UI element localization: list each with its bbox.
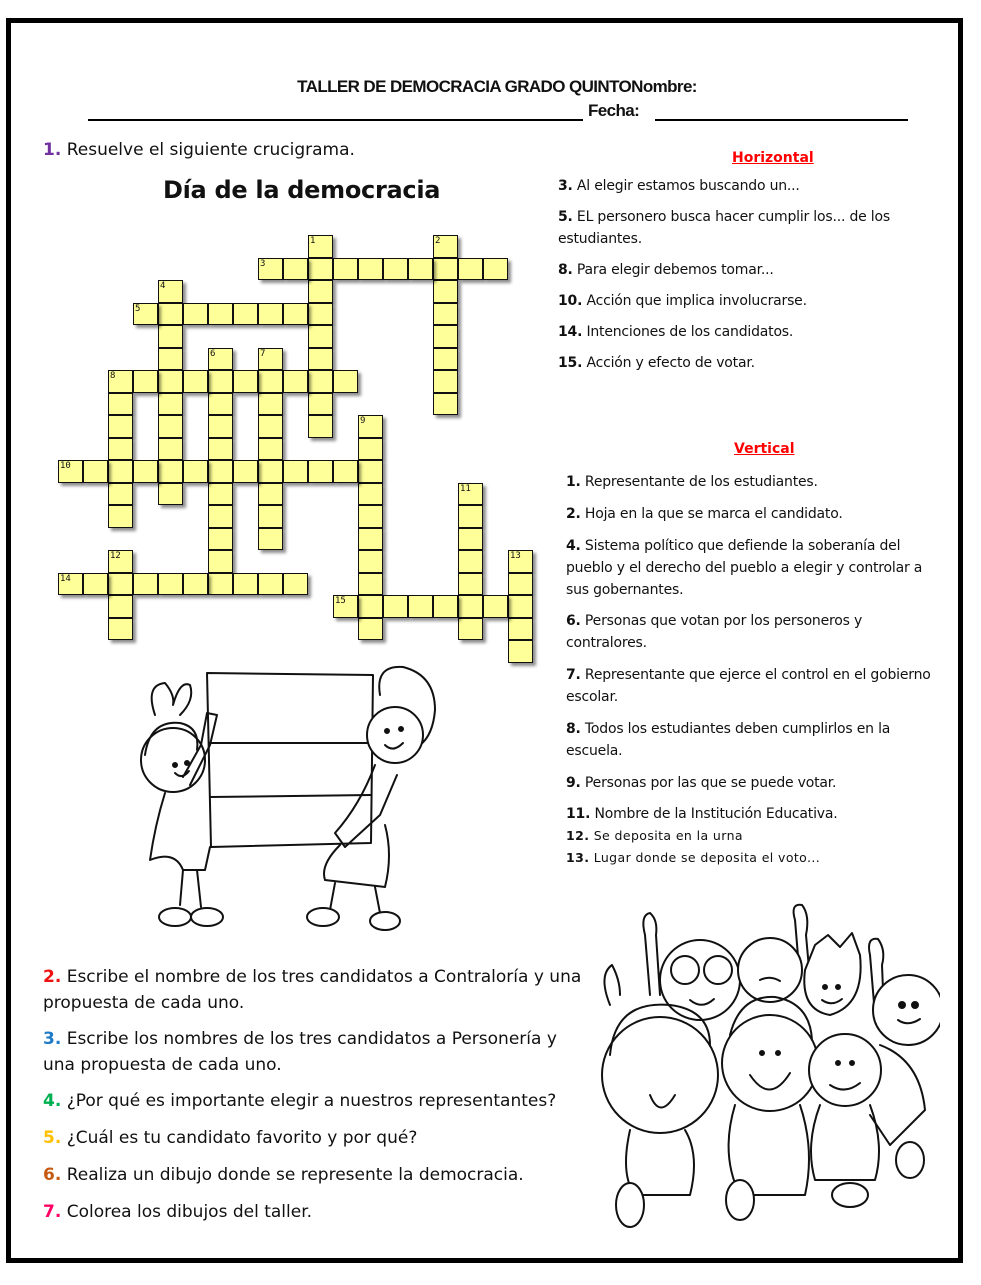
- crossword-cell[interactable]: [258, 460, 283, 483]
- clue-text: Se deposita en la urna: [589, 828, 743, 843]
- instruction-text: Resuelve el siguiente crucigrama.: [66, 140, 355, 160]
- crossword-cell[interactable]: [458, 618, 483, 641]
- instruction-1: [43, 137, 355, 163]
- crossword-cell[interactable]: [83, 460, 108, 483]
- crossword-cell[interactable]: [358, 415, 383, 438]
- crossword-cell[interactable]: [508, 618, 533, 641]
- question-text: Realiza un dibujo donde se represente la democracia.: [61, 1165, 524, 1185]
- crossword-cell[interactable]: [333, 258, 358, 281]
- vertical-clue: [566, 471, 936, 493]
- clue-text: Representante de los estudiantes.: [580, 474, 818, 490]
- crossword-cell[interactable]: [308, 235, 333, 258]
- question-text: Colorea los dibujos del taller.: [61, 1202, 313, 1222]
- crossword-cell[interactable]: [258, 258, 283, 281]
- clue-number: 11: [460, 483, 471, 494]
- date-label: Fecha:: [588, 101, 640, 120]
- crossword-cell[interactable]: [108, 438, 133, 461]
- crossword-cell[interactable]: [283, 460, 308, 483]
- crossword-cell[interactable]: [433, 303, 458, 326]
- clue-number: 14: [60, 573, 71, 584]
- clue-number: 9.: [566, 775, 581, 791]
- vertical-clue: [566, 718, 936, 762]
- clue-number: 1.: [566, 474, 581, 490]
- crossword-cell[interactable]: [158, 325, 183, 348]
- question-item: [43, 1162, 588, 1188]
- crossword-cell[interactable]: [183, 573, 208, 596]
- clue-number: 3.: [558, 178, 573, 194]
- clue-text: Personas que votan por los personeros y contralores.: [566, 613, 863, 651]
- crossword-cell[interactable]: [208, 505, 233, 528]
- crossword-cell[interactable]: [158, 438, 183, 461]
- clue-number: 7.: [566, 667, 581, 683]
- clue-number: 8: [110, 371, 116, 381]
- crossword-cell[interactable]: [108, 483, 133, 506]
- crossword-cell[interactable]: [408, 595, 433, 618]
- question-number: 4.: [43, 1091, 62, 1111]
- crossword-cell[interactable]: [108, 370, 133, 393]
- crossword-cell[interactable]: [108, 550, 133, 573]
- clue-number: 13.: [566, 850, 590, 865]
- crossword-cell[interactable]: [433, 393, 458, 416]
- crossword-cell[interactable]: [458, 573, 483, 596]
- clue-text: Acción y efecto de votar.: [582, 355, 755, 371]
- clue-text: Personas por las que se puede votar.: [580, 775, 837, 791]
- clue-number: 10: [60, 461, 71, 471]
- crossword-cell[interactable]: [308, 280, 333, 303]
- question-item: [43, 1125, 588, 1151]
- crossword-cell[interactable]: [383, 258, 408, 281]
- crossword-cell[interactable]: [58, 460, 83, 483]
- crossword-cell[interactable]: [258, 483, 283, 506]
- crossword-cell[interactable]: [208, 303, 233, 326]
- vertical-clue: [566, 827, 936, 845]
- worksheet-title: TALLER DE DEMOCRACIA GRADO QUINTONombre:: [297, 77, 697, 96]
- crossword-cell[interactable]: [283, 303, 308, 326]
- clue-text: Al elegir estamos buscando un...: [572, 178, 800, 194]
- crossword-cell[interactable]: [158, 370, 183, 393]
- question-number: 5.: [43, 1128, 62, 1148]
- crossword-cell[interactable]: [133, 460, 158, 483]
- crossword-cell[interactable]: [158, 280, 183, 303]
- crossword-cell[interactable]: [58, 573, 83, 596]
- question-text: ¿Por qué es importante elegir a nuestros representantes?: [61, 1091, 557, 1111]
- crossword-cell[interactable]: [433, 258, 458, 281]
- instruction-number: 1.: [43, 140, 62, 160]
- clue-number: 8.: [566, 721, 581, 737]
- question-number: 3.: [43, 1029, 62, 1049]
- crossword-cell[interactable]: [458, 258, 483, 281]
- crossword-cell[interactable]: [433, 370, 458, 393]
- crossword-cell[interactable]: [183, 370, 208, 393]
- clue-number: 15.: [558, 355, 583, 371]
- crossword-title: Día de la democracia: [163, 176, 441, 204]
- crossword-cell[interactable]: [458, 528, 483, 551]
- clue-number: 8.: [558, 262, 573, 278]
- crossword-cell[interactable]: [308, 303, 333, 326]
- clue-number: 10.: [558, 293, 583, 309]
- crossword-cell[interactable]: [208, 483, 233, 506]
- question-number: 2.: [43, 967, 62, 987]
- clue-number: 14.: [558, 324, 583, 340]
- crossword-cell[interactable]: [208, 438, 233, 461]
- clue-text: Intenciones de los candidatos.: [582, 324, 794, 340]
- horizontal-clue: [558, 206, 928, 250]
- crossword-cell[interactable]: [158, 348, 183, 371]
- clue-number: 15: [335, 596, 346, 606]
- crossword-cell[interactable]: [283, 573, 308, 596]
- vertical-clue: [566, 803, 936, 825]
- crossword-cell[interactable]: [233, 303, 258, 326]
- crossword-cell[interactable]: [133, 370, 158, 393]
- crossword-cell[interactable]: [108, 393, 133, 416]
- question-item: [43, 1026, 588, 1078]
- crossword-cell[interactable]: [208, 370, 233, 393]
- crossword-cell[interactable]: [358, 550, 383, 573]
- crossword-cell[interactable]: [108, 505, 133, 528]
- clue-number: 11.: [566, 806, 591, 822]
- crossword-cell[interactable]: [183, 460, 208, 483]
- crossword-cell[interactable]: [358, 573, 383, 596]
- crossword-cell[interactable]: [258, 528, 283, 551]
- clue-number: 4: [160, 281, 166, 291]
- clue-number: 12.: [566, 828, 590, 843]
- crossword-cell[interactable]: [183, 303, 208, 326]
- crossword-cell[interactable]: [508, 573, 533, 596]
- vertical-clue: [566, 535, 936, 601]
- vertical-heading: Vertical: [734, 441, 795, 457]
- crossword-cell[interactable]: [133, 573, 158, 596]
- group-of-kids-illustration: [590, 895, 940, 1230]
- vertical-clue: [566, 664, 936, 708]
- crossword-cell[interactable]: [333, 595, 358, 618]
- clue-number: 2.: [566, 506, 581, 522]
- vertical-clue: [566, 849, 936, 867]
- clue-text: Todos los estudiantes deben cumplirlos en la escuela.: [566, 721, 891, 759]
- clue-number: 5: [135, 303, 141, 314]
- crossword-cell[interactable]: [258, 438, 283, 461]
- horizontal-clue: [558, 259, 928, 281]
- question-number: 7.: [43, 1202, 62, 1222]
- question-text: Escribe el nombre de los tres candidatos a Contraloría y una propuesta de cada uno.: [43, 967, 582, 1013]
- crossword-cell[interactable]: [458, 550, 483, 573]
- clue-number: 6: [210, 348, 216, 359]
- clue-number: 12: [110, 551, 121, 561]
- clue-number: 6.: [566, 613, 581, 629]
- clue-number: 7: [260, 348, 266, 359]
- crossword-cell[interactable]: [258, 573, 283, 596]
- crossword-cell[interactable]: [108, 573, 133, 596]
- crossword-cell[interactable]: [433, 348, 458, 371]
- crossword-cell[interactable]: [208, 528, 233, 551]
- crossword-cell[interactable]: [108, 415, 133, 438]
- crossword-cell[interactable]: [508, 640, 533, 663]
- crossword-cell[interactable]: [108, 595, 133, 618]
- crossword-cell[interactable]: [308, 370, 333, 393]
- crossword-cell[interactable]: [258, 393, 283, 416]
- crossword-cell[interactable]: [258, 415, 283, 438]
- questions-list: [43, 964, 588, 1225]
- horizontal-clues-list: [558, 175, 928, 383]
- clue-number: 2: [435, 236, 441, 246]
- clue-number: 3: [260, 258, 266, 269]
- crossword-cell[interactable]: [308, 325, 333, 348]
- crossword-cell[interactable]: [233, 460, 258, 483]
- vertical-clue: [566, 772, 936, 794]
- crossword-cell[interactable]: [233, 573, 258, 596]
- crossword-cell[interactable]: [208, 550, 233, 573]
- crossword-cell[interactable]: [283, 370, 308, 393]
- vertical-clue: [566, 610, 936, 654]
- crossword-cell[interactable]: [258, 505, 283, 528]
- crossword-cell[interactable]: [483, 595, 508, 618]
- crossword-cell[interactable]: [358, 618, 383, 641]
- kids-holding-flag-illustration: [135, 655, 445, 950]
- crossword-cell[interactable]: [133, 303, 158, 326]
- crossword-cell[interactable]: [158, 573, 183, 596]
- question-text: ¿Cuál es tu candidato favorito y por qué?: [61, 1128, 418, 1148]
- crossword-grid: [58, 235, 533, 665]
- crossword-cell[interactable]: [383, 595, 408, 618]
- clue-number: 13: [510, 551, 521, 561]
- crossword-cell[interactable]: [208, 460, 233, 483]
- question-text: Escribe los nombres de los tres candidatos a Personería y una propuesta de cada uno.: [43, 1029, 557, 1075]
- crossword-cell[interactable]: [358, 595, 383, 618]
- question-item: [43, 1088, 588, 1114]
- crossword-cell[interactable]: [358, 483, 383, 506]
- crossword-cell[interactable]: [358, 505, 383, 528]
- question-item: [43, 964, 588, 1016]
- crossword-cell[interactable]: [508, 550, 533, 573]
- question-number: 6.: [43, 1165, 62, 1185]
- crossword-cell[interactable]: [308, 258, 333, 281]
- crossword-cell[interactable]: [333, 370, 358, 393]
- crossword-cell[interactable]: [258, 303, 283, 326]
- crossword-cell[interactable]: [333, 460, 358, 483]
- crossword-cell[interactable]: [258, 348, 283, 371]
- date-blank-line[interactable]: [655, 119, 908, 121]
- clue-text: Acción que implica involucrarse.: [582, 293, 807, 309]
- crossword-cell[interactable]: [458, 595, 483, 618]
- crossword-cell[interactable]: [358, 460, 383, 483]
- crossword-cell[interactable]: [208, 415, 233, 438]
- name-blank-line[interactable]: [88, 119, 583, 121]
- clue-text: Para elegir debemos tomar...: [572, 262, 774, 278]
- clue-number: 1: [310, 236, 316, 246]
- crossword-cell[interactable]: [308, 393, 333, 416]
- horizontal-clue: [558, 175, 928, 197]
- crossword-cell[interactable]: [358, 438, 383, 461]
- clue-text: Nombre de la Institución Educativa.: [590, 806, 838, 822]
- crossword-cell[interactable]: [308, 415, 333, 438]
- crossword-cell[interactable]: [508, 595, 533, 618]
- clue-number: 4.: [566, 538, 581, 554]
- crossword-cell[interactable]: [283, 258, 308, 281]
- horizontal-clue: [558, 290, 928, 312]
- crossword-cell[interactable]: [483, 258, 508, 281]
- horizontal-clue: [558, 321, 928, 343]
- crossword-cell[interactable]: [108, 460, 133, 483]
- vertical-clue: [566, 503, 936, 525]
- clue-text: EL personero busca hacer cumplir los... de los estudiantes.: [558, 209, 890, 247]
- crossword-cell[interactable]: [233, 370, 258, 393]
- crossword-cell[interactable]: [158, 460, 183, 483]
- crossword-cell[interactable]: [458, 483, 483, 506]
- question-item: [43, 1199, 588, 1225]
- crossword-cell[interactable]: [433, 235, 458, 258]
- crossword-cell[interactable]: [358, 258, 383, 281]
- crossword-cell[interactable]: [158, 303, 183, 326]
- vertical-clues-list: [566, 471, 936, 867]
- crossword-cell[interactable]: [208, 393, 233, 416]
- clue-text: Sistema político que defiende la soberanía del pueblo y el derecho del pueblo a elegir y controlar a sus gobernantes.: [566, 538, 923, 598]
- clue-number: 9: [360, 416, 366, 426]
- horizontal-clue: [558, 352, 928, 374]
- clue-text: Hoja en la que se marca el candidato.: [580, 506, 843, 522]
- crossword-cell[interactable]: [158, 415, 183, 438]
- crossword-cell[interactable]: [433, 595, 458, 618]
- clue-number: 5.: [558, 209, 573, 225]
- crossword-cell[interactable]: [208, 573, 233, 596]
- crossword-cell[interactable]: [158, 393, 183, 416]
- crossword-cell[interactable]: [83, 573, 108, 596]
- crossword-cell[interactable]: [308, 348, 333, 371]
- crossword-cell[interactable]: [308, 460, 333, 483]
- crossword-cell[interactable]: [258, 370, 283, 393]
- clue-text: Representante que ejerce el control en el gobierno escolar.: [566, 667, 931, 705]
- horizontal-heading: Horizontal: [732, 150, 814, 166]
- crossword-cell[interactable]: [408, 258, 433, 281]
- crossword-cell[interactable]: [458, 505, 483, 528]
- crossword-cell[interactable]: [158, 483, 183, 506]
- clue-text: Lugar donde se deposita el voto...: [589, 850, 821, 865]
- crossword-cell[interactable]: [433, 280, 458, 303]
- crossword-cell[interactable]: [108, 618, 133, 641]
- crossword-cell[interactable]: [208, 348, 233, 371]
- crossword-cell[interactable]: [433, 325, 458, 348]
- crossword-cell[interactable]: [358, 528, 383, 551]
